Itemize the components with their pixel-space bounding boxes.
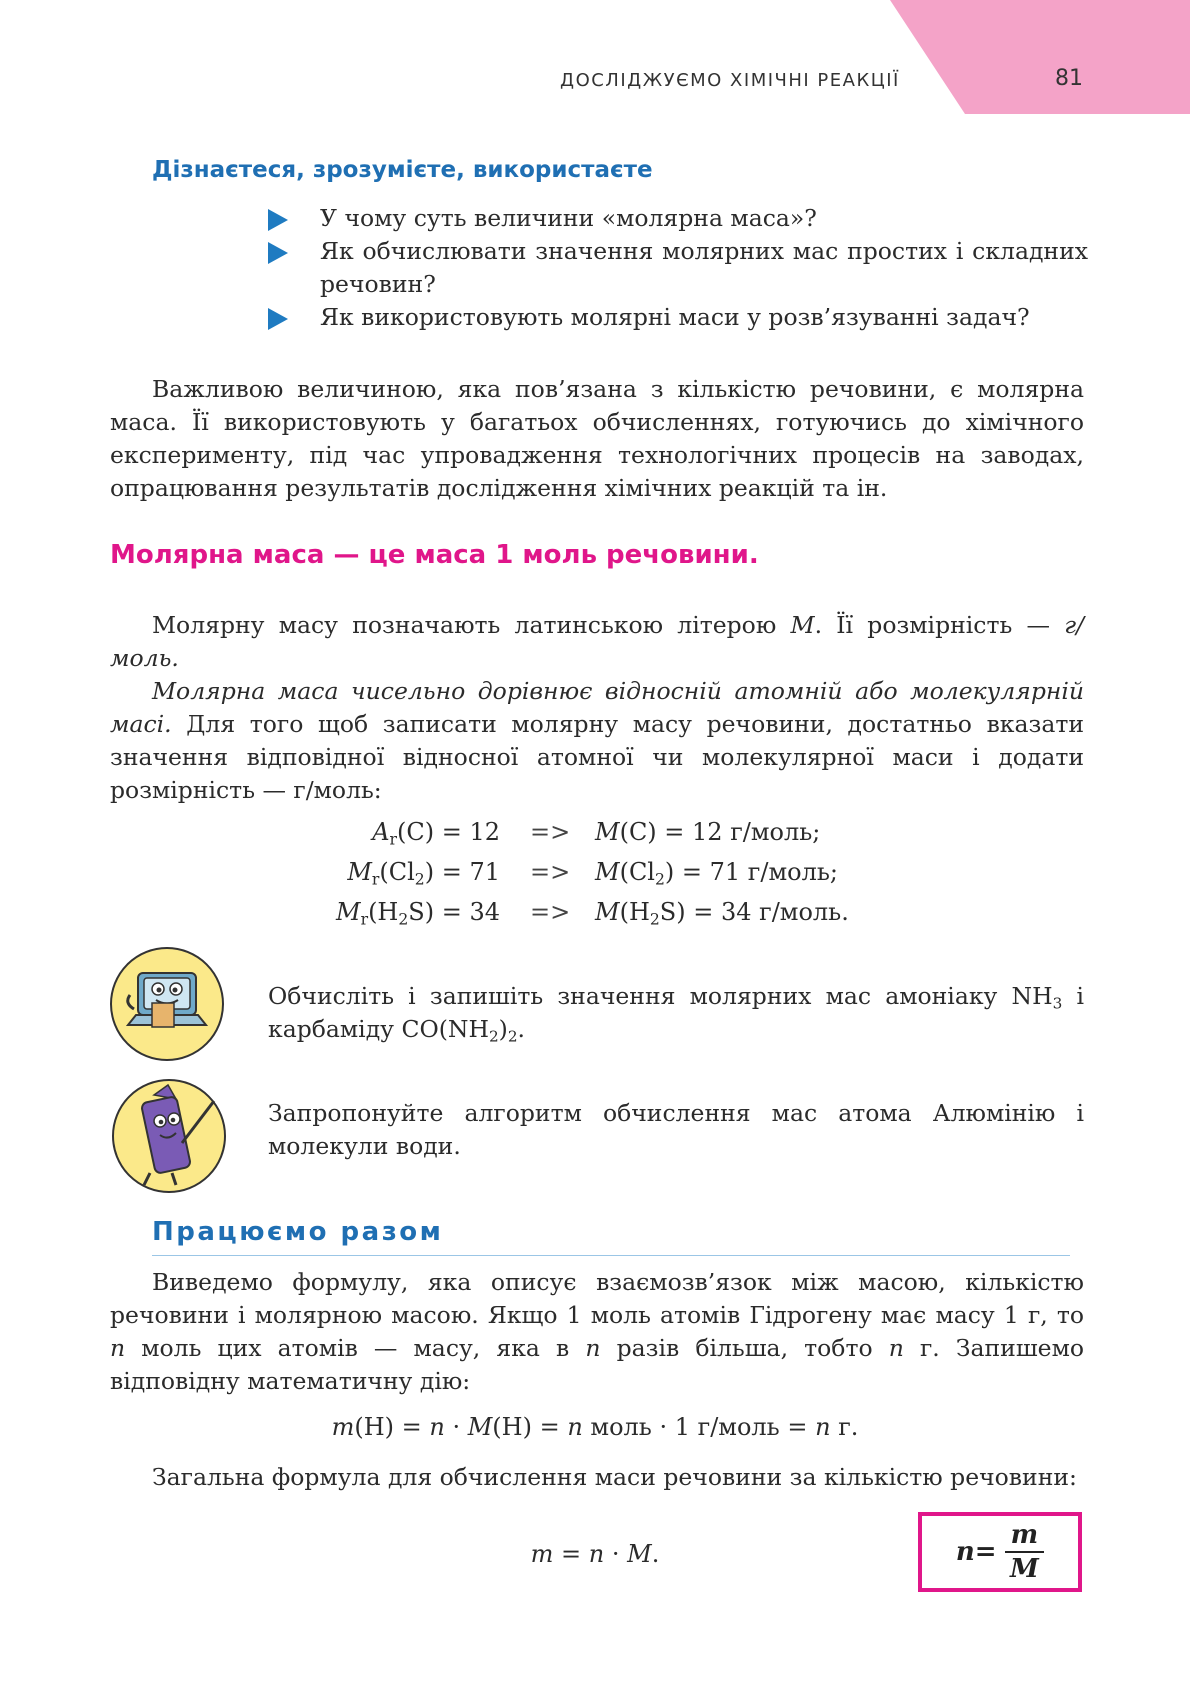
general-mass-formula: m = n · M. [530,1540,660,1568]
boxed-amount-formula: n = $\frac{m}{M}$ [918,1512,1082,1592]
task-propose-algorithm: Запропонуйте алгоритм обчислення мас атома Алюмінію і молекули води. [268,1099,1084,1160]
derivation-paragraph: Виведемо формулу, яка описує взаємозв’язок між масою, кількістю речовини і молярною масою. Якщо 1 моль атомів Гідрогену має масу 1 г, то n моль цих атомів — масу, яка в n разів більша, тобто n г. Запишемо відповідну математичну дію: [110,1268,1084,1395]
hydrogen-mass-formula: m(H) = n · M(H) = n моль · 1 г/моль = n г. [331,1413,859,1441]
molar-mass-unit: г/моль. [110,611,1084,672]
example-rhs: $M(Cl_2) = 71$ г/моль; [595,858,838,889]
triangle-bullet-icon [268,242,288,264]
general-formula-text: Загальна формула для обчислення маси речовини за кількістю речовини: [152,1463,1077,1491]
numeric-equality-text: Для того щоб записати молярну масу речовини, достатньо вказати значення відповідної відносної атомної чи молекулярної маси і додати розмірність — г/моль: [110,710,1084,804]
goals-list [268,202,1088,334]
goals-heading: Дізнаєтеся, зрозумієте, використаєте [152,157,653,183]
goal-item [268,202,1088,235]
pencil-teacher-mascot-icon [110,1077,228,1195]
example-lhs: $M_r(Cl_2) = 71$ [347,858,500,889]
triangle-bullet-icon [268,308,288,330]
goal-item [268,301,1088,334]
fraction: $\frac{m}{M}$ [1005,1521,1045,1583]
page-number: 81 [1055,66,1083,91]
notation-text: Молярну масу позначають латинською літерою [152,611,791,639]
page-corner-decoration [890,0,1190,114]
example-rhs: $M(H_2S) = 34$ г/моль. [595,898,849,929]
running-title: ДОСЛІДЖУЄМО ХІМІЧНІ РЕАКЦІЇ [560,70,900,91]
example-lhs: $A_r(C) = 12$ [372,818,500,849]
work-together-heading: Працюємо разом [152,1217,444,1247]
notation-paragraph [110,609,1084,675]
goal-text: Як обчислювати значення молярних мас простих і складних речовин? [320,237,1088,298]
example-row [300,858,980,894]
intro-paragraph: Важливою величиною, яка пов’язана з кількістю речовини, є молярна маса. Її використовують у багатьох обчисленнях, готуючись до хімічного експерименту, під час упровадження технологічних процесів на заводах, опрацювання результатів дослідження хімічних реакцій та ін. [110,375,1084,502]
implies-arrow: => [530,898,571,926]
notation-text-after: . Її розмірність — [814,611,1065,639]
heading-divider [152,1255,1070,1256]
molar-mass-symbol: M [790,611,815,639]
numeric-equality-paragraph [110,675,1084,807]
triangle-bullet-icon [268,209,288,231]
example-row [300,818,980,854]
example-row [300,898,980,934]
numeric-equality-rule: Молярна маса чисельно дорівнює відносній атомній або молекулярній масі. [110,677,1084,738]
goal-text: Як використовують молярні маси у розв’язуванні задач? [320,303,1030,331]
example-rhs: M(C) = 12 г/моль; [595,818,821,846]
goal-text: У чому суть величини «молярна маса»? [320,204,817,232]
example-lhs: $M_r(H_2S) = 34$ [336,898,500,929]
implies-arrow: => [530,818,571,846]
laptop-mascot-icon [108,945,226,1063]
definition-statement: Молярна маса — це маса 1 моль речовини. [110,540,759,570]
goal-item [268,235,1088,301]
implies-arrow: => [530,858,571,886]
task-calc-molar-masses: Обчисліть і запишіть значення молярних мас амоніаку $NH_3$ і карбаміду $CO(NH_2)_2$. [268,982,1084,1046]
